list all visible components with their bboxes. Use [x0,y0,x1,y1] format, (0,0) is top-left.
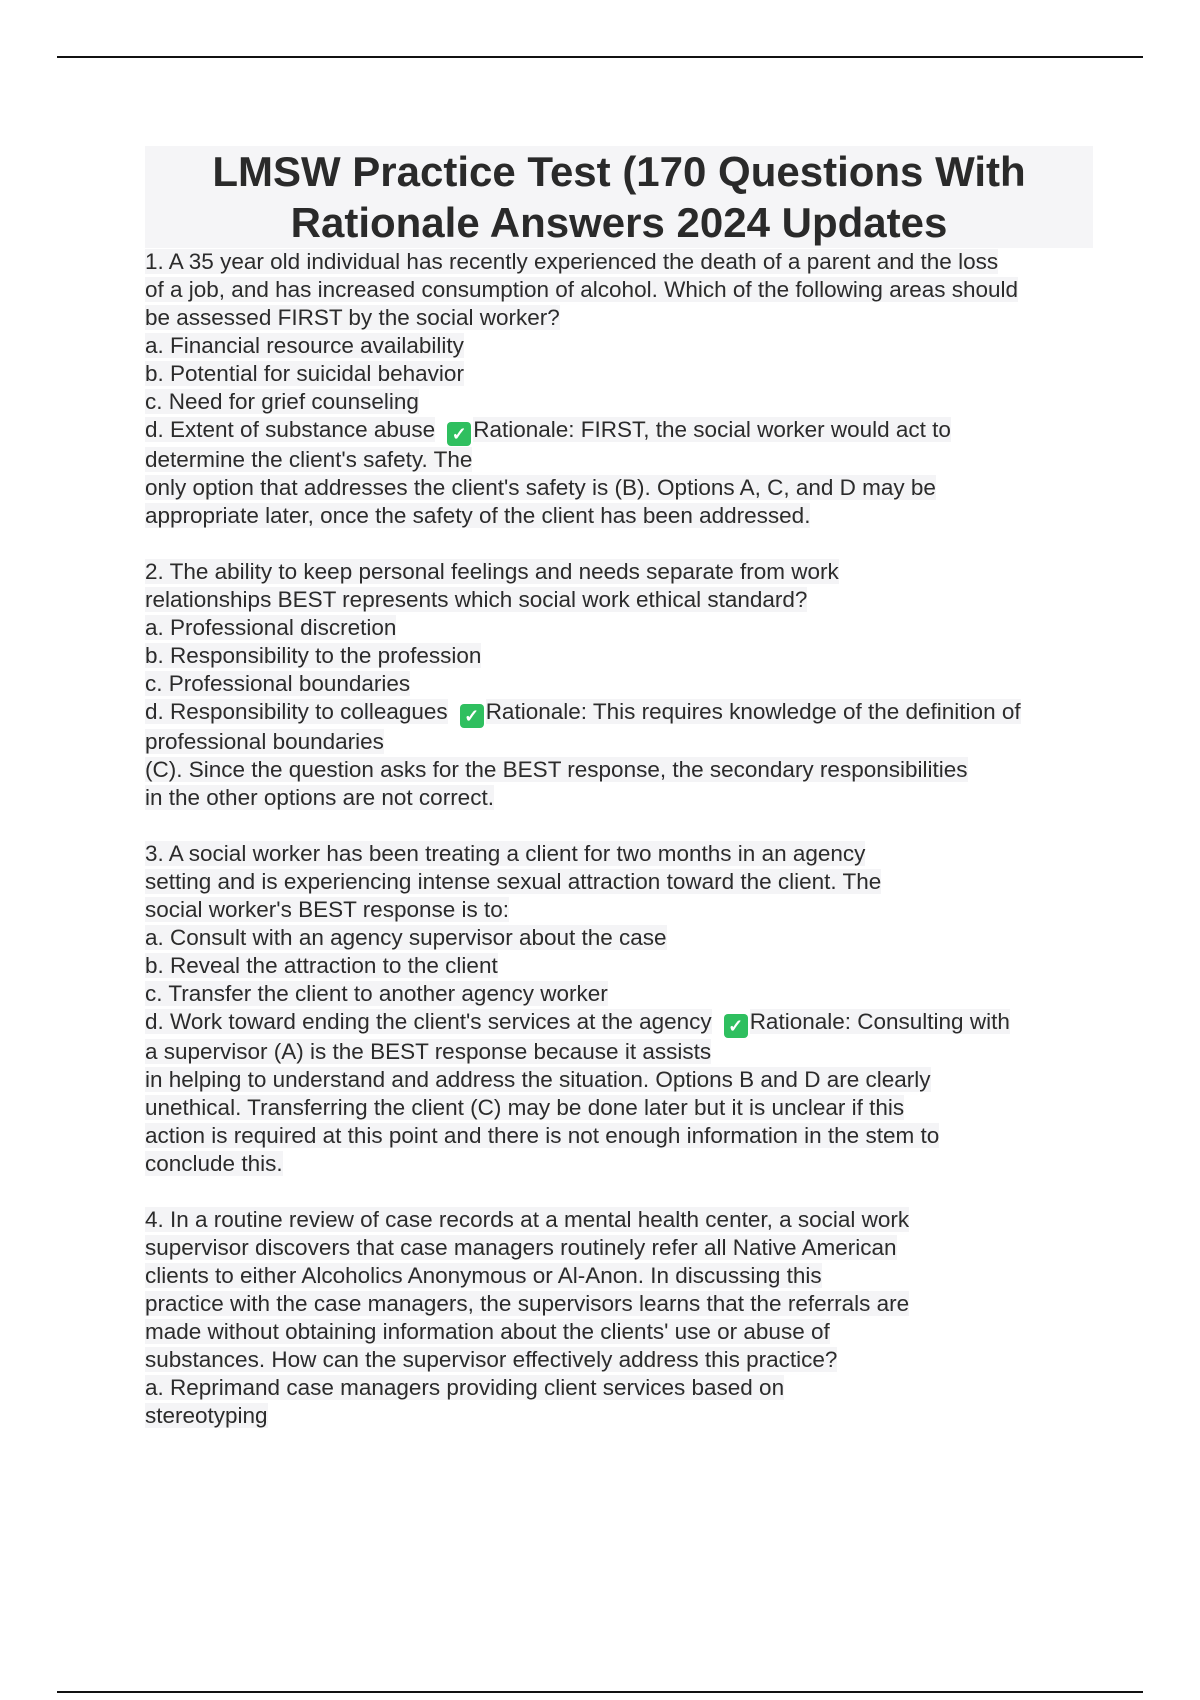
question-2 [145,558,1093,812]
title-line-2: Rationale Answers 2024 Updates [290,199,948,246]
rationale-text: professional boundaries [145,729,384,754]
rationale-line [145,446,1093,474]
rationale-text: Rationale: Consulting with [749,1009,1010,1034]
rationale-text: only option that addresses the client's safety is (B). Options A, C, and D may be [145,475,936,500]
option-text: c. Transfer the client to another agency worker [145,981,608,1006]
answer-option [145,642,1093,670]
question-line [145,586,1093,614]
rationale-text: a supervisor (A) is the BEST response because it assists [145,1039,712,1064]
rationale-text: conclude this. [145,1151,283,1176]
question-line [145,1234,1093,1262]
question-text: setting and is experiencing intense sexual attraction toward the client. The [145,869,882,894]
rationale-text: appropriate later, once the safety of the client has been addressed. [145,503,811,528]
question-line [145,558,1093,586]
option-text: b. Responsibility to the profession [145,643,482,668]
rationale-text: in helping to understand and address the situation. Options B and D are clearly [145,1067,931,1092]
rationale-line [145,728,1093,756]
question-text: practice with the case managers, the supervisors learns that the referrals are [145,1291,910,1316]
rationale-text: in the other options are not correct. [145,785,494,810]
rationale-line [145,756,1093,784]
rationale-text: unethical. Transferring the client (C) may be done later but it is unclear if this [145,1095,905,1120]
question-line [145,1318,1093,1346]
option-text: a. Reprimand case managers providing client services based on [145,1375,785,1400]
option-text: a. Consult with an agency supervisor about the case [145,925,667,950]
question-text: of a job, and has increased consumption of alcohol. Which of the following areas should [145,277,1019,302]
document-title [145,146,1093,248]
answer-option [145,388,1093,416]
question-line [145,276,1093,304]
answer-option [145,360,1093,388]
question-line [145,304,1093,332]
question-line [145,1346,1093,1374]
answer-option-with-rationale [145,1008,1093,1038]
answer-option [145,980,1093,1008]
rationale-line [145,1038,1093,1066]
answer-option [145,670,1093,698]
answer-option [145,952,1093,980]
question-text: social worker's BEST response is to: [145,897,510,922]
option-text: b. Reveal the attraction to the client [145,953,498,978]
bottom-rule [57,1691,1143,1693]
question-line [145,868,1093,896]
question-text: 2. The ability to keep personal feelings and needs separate from work [145,559,839,584]
option-text: a. Financial resource availability [145,333,464,358]
option-text: d. Work toward ending the client's services at the agency [145,1009,712,1034]
question-text: be assessed FIRST by the social worker? [145,305,560,330]
answer-option [145,1402,1093,1430]
question-text: 4. In a routine review of case records at a mental health center, a social work [145,1207,910,1232]
question-text: 3. A social worker has been treating a client for two months in an agency [145,841,866,866]
rationale-text: action is required at this point and there is not enough information in the stem to [145,1123,940,1148]
answer-option [145,332,1093,360]
rationale-line [145,1150,1093,1178]
answer-option-with-rationale [145,416,1093,446]
question-line [145,1206,1093,1234]
question-line [145,896,1093,924]
question-3 [145,840,1093,1178]
question-4 [145,1206,1093,1430]
rationale-line [145,1122,1093,1150]
rationale-text: (C). Since the question asks for the BEST response, the secondary responsibilities [145,757,968,782]
question-line [145,1290,1093,1318]
option-text: b. Potential for suicidal behavior [145,361,464,386]
rationale-line [145,474,1093,502]
option-text: c. Need for grief counseling [145,389,419,414]
option-text: c. Professional boundaries [145,671,411,696]
question-text: 1. A 35 year old individual has recently experienced the death of a parent and the loss [145,249,999,274]
rationale-text: Rationale: This requires knowledge of the definition of [485,699,1021,724]
rationale-text: Rationale: FIRST, the social worker would act to [473,417,951,442]
option-text: d. Extent of substance abuse [145,417,436,442]
answer-option [145,1374,1093,1402]
check-mark-icon: ✓ [724,1014,748,1038]
option-text: d. Responsibility to colleagues [145,699,448,724]
question-1 [145,248,1093,530]
question-text: relationships BEST represents which social work ethical standard? [145,587,808,612]
answer-option [145,614,1093,642]
check-mark-icon: ✓ [460,704,484,728]
rationale-line [145,1094,1093,1122]
option-text: stereotyping [145,1403,268,1428]
document-body [145,146,1093,1430]
answer-option [145,924,1093,952]
rationale-line [145,1066,1093,1094]
question-line [145,248,1093,276]
question-text: substances. How can the supervisor effectively address this practice? [145,1347,838,1372]
question-text: made without obtaining information about the clients' use or abuse of [145,1319,830,1344]
question-line [145,1262,1093,1290]
question-text: supervisor discovers that case managers routinely refer all Native American [145,1235,897,1260]
top-rule [57,56,1143,58]
question-line [145,840,1093,868]
rationale-text: determine the client's safety. The [145,447,473,472]
rationale-line [145,784,1093,812]
check-mark-icon: ✓ [447,422,471,446]
rationale-line [145,502,1093,530]
question-text: clients to either Alcoholics Anonymous or Al-Anon. In discussing this [145,1263,822,1288]
option-text: a. Professional discretion [145,615,397,640]
title-line-1: LMSW Practice Test (170 Questions With [212,148,1026,195]
answer-option-with-rationale [145,698,1093,728]
